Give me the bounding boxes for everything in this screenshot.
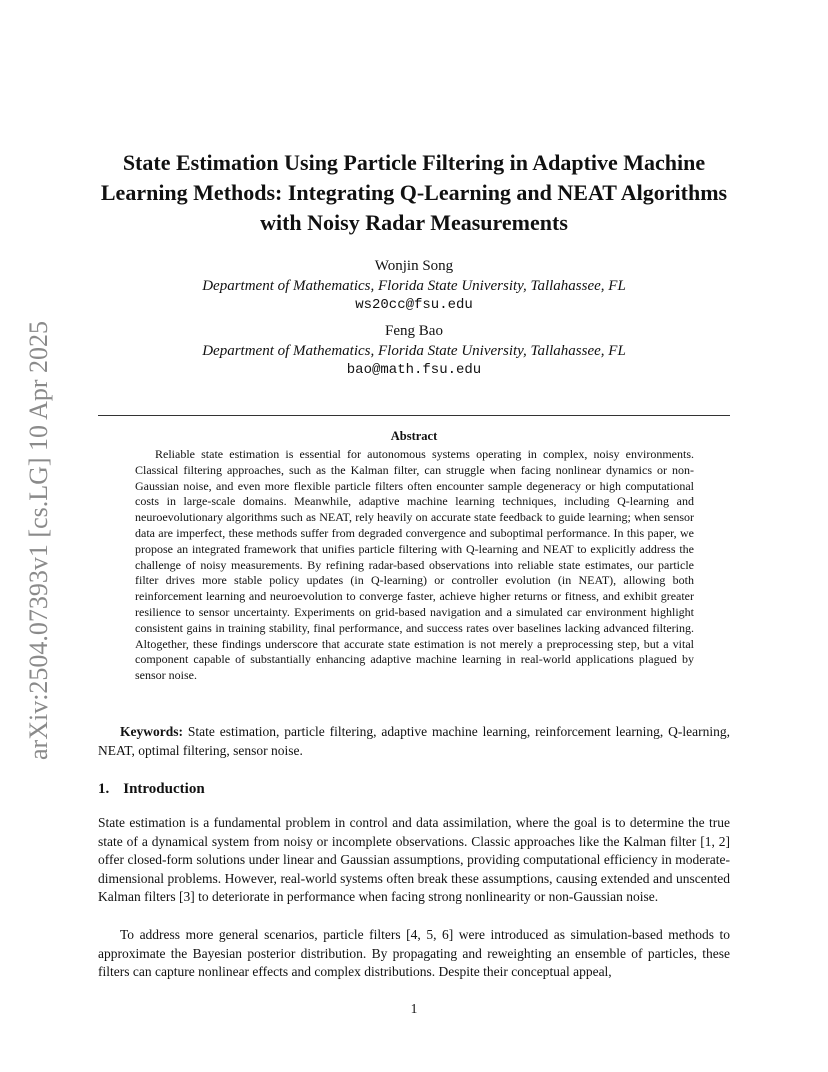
author-email[interactable]: ws20cc@fsu.edu xyxy=(355,297,473,313)
page-number: 1 xyxy=(410,1001,418,1016)
abstract-heading: Abstract xyxy=(390,429,438,443)
section-number: 1. xyxy=(98,781,110,797)
title-divider xyxy=(98,415,730,416)
keywords-label: Keywords: xyxy=(120,724,183,739)
author-block-1 xyxy=(98,257,730,316)
arxiv-identifier: arXiv:2504.07393v1 [cs.LG] 10 Apr 2025 xyxy=(24,320,53,760)
section-heading-introduction xyxy=(98,779,730,799)
author-affiliation: Department of Mathematics, Florida State University, Tallahassee, FL xyxy=(202,277,626,294)
author-name: Wonjin Song xyxy=(374,258,454,274)
keywords-text: State estimation, particle filtering, adaptive machine learning, reinforcement learning, Q-learning, NEAT, optimal filtering, sensor noise. xyxy=(98,724,731,758)
author-block-2 xyxy=(98,322,730,381)
keywords xyxy=(98,722,730,760)
body-paragraph: To address more general scenarios, particle filters [4, 5, 6] were introduced as simulation-based methods to approximate the Bayesian posterior distribution. By propagating and reweighting an ensemble of particles, these filters can capture nonlinear effects and complex distributions. Despite their conceptual appeal, xyxy=(98,927,730,980)
abstract-text: Reliable state estimation is essential for autonomous systems operating in complex, noisy environments. Classical filtering approaches, such as the Kalman filter, can struggle when facing nonlinear dynamics or non-Gaussian noise, and even more flexible particle filters often encounter sample degeneracy or high computational costs in large-scale domains. Meanwhile, adaptive machine learning techniques, including Q-learning and neuroevolutionary algorithms such as NEAT, rely heavily on accurate state feedback to guide learning; when sensor data are imperfect, these methods suffer from degraded convergence and suboptimal performance. In this paper, we propose an integrated framework that unifies particle filtering with Q-learning and NEAT to explicitly address the challenge of noisy measurements. By refining radar-based observations into reliable state estimates, our particle filter drives more stable policy updates (in Q-learning) or controller evolution (in NEAT), allowing both reinforcement learning and neuroevolution to converge faster, achieve higher returns or fitness, and exhibit greater resilience to sensor uncertainty. Experiments on grid-based navigation and a simulated car environment highlight consistent gains in training stability, final performance, and success rates over baselines lacking advanced filtering. Altogether, these findings underscore that accurate state estimation is not merely a preprocessing step, but a vital component capable of substantially enhancing adaptive machine learning in real-world applications plagued by sensor noise. xyxy=(135,447,694,683)
author-name: Feng Bao xyxy=(385,323,443,339)
section-title: Introduction xyxy=(123,781,205,797)
paper-title: State Estimation Using Particle Filtering in Adaptive Machine Learning Methods: Integrating Q-Learning and NEAT Algorithms with Noisy Radar Measurements xyxy=(100,150,728,235)
body-paragraph: State estimation is a fundamental problem in control and data assimilation, where the goal is to determine the true state of a dynamical system from noisy or incomplete observations. Classic approaches like the Kalman filter [1, 2] offer closed-form solutions under linear and Gaussian assumptions, providing computational efficiency in moderate-dimensional problems. However, real-world systems often break these assumptions, causing extended and unscented Kalman filters [3] to deteriorate in performance when facing strong nonlinearity or non-Gaussian noise. xyxy=(98,815,730,905)
author-affiliation: Department of Mathematics, Florida State University, Tallahassee, FL xyxy=(202,342,626,359)
author-email[interactable]: bao@math.fsu.edu xyxy=(346,362,482,378)
